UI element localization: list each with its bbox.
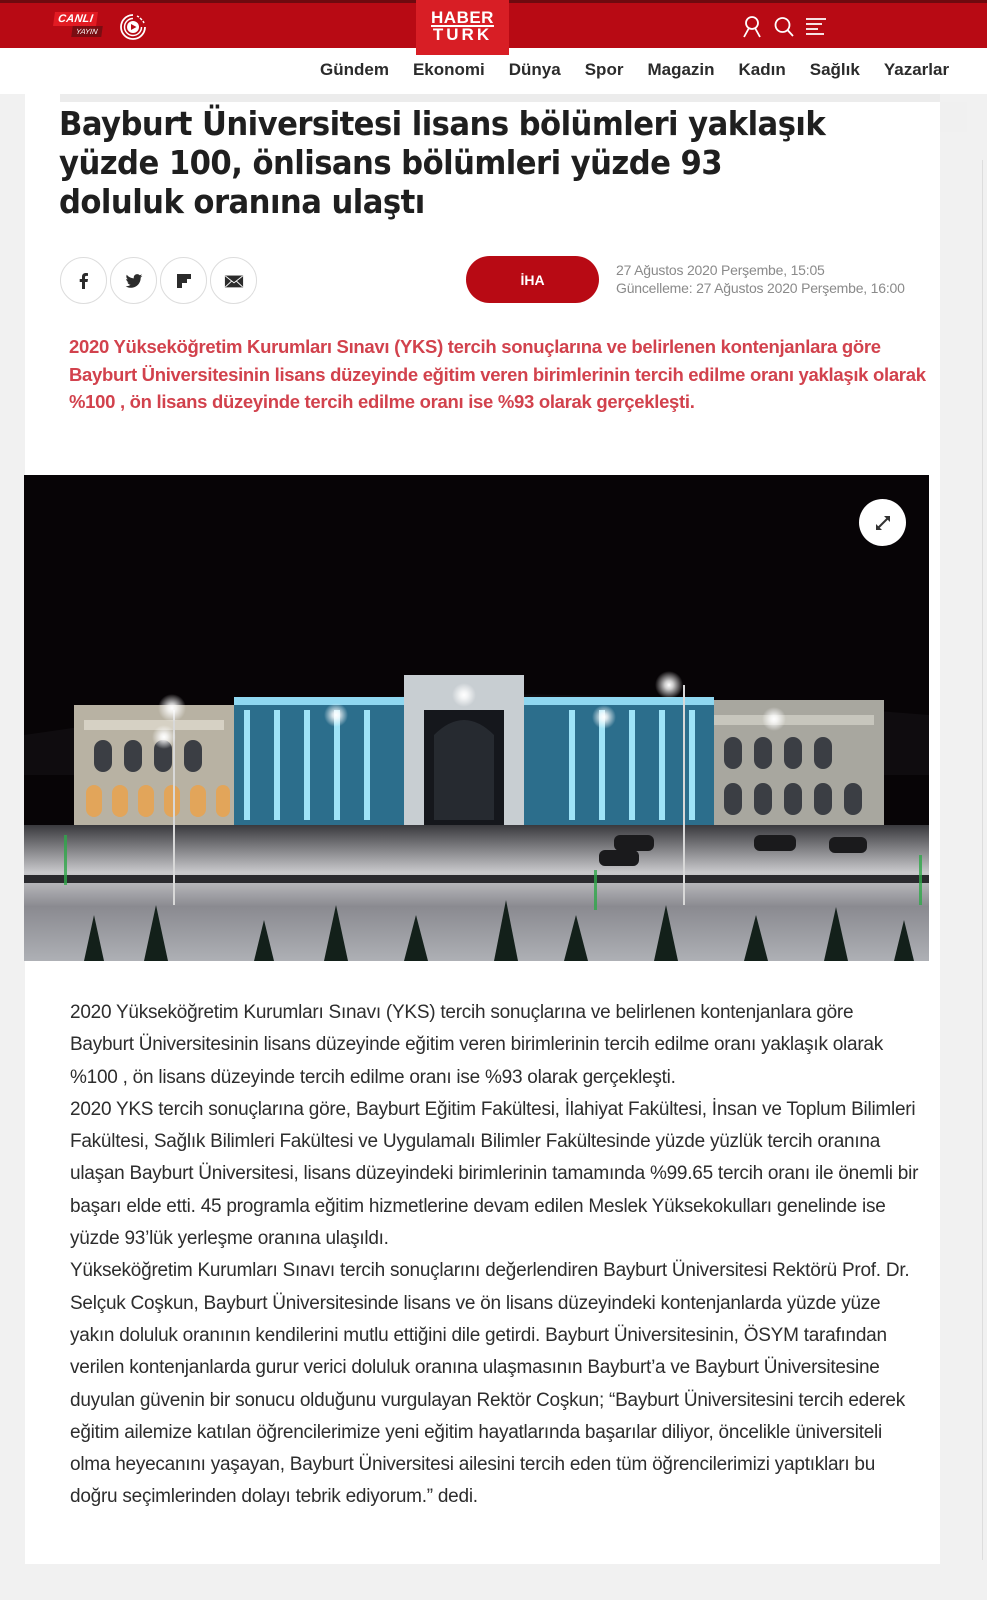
article-image[interactable]	[24, 475, 929, 961]
live-broadcast-link[interactable]	[54, 12, 106, 42]
nav-item-dunya[interactable]: Dünya	[508, 60, 561, 79]
published-date: 27 Ağustos 2020 Perşembe, 15:05	[616, 262, 825, 278]
logo-line-turk: TURK	[432, 25, 493, 44]
share-email-button[interactable]	[210, 257, 257, 304]
twitter-icon	[124, 271, 144, 291]
nav-item-magazin[interactable]: Magazin	[647, 60, 715, 79]
live-play-icon[interactable]	[118, 12, 148, 42]
search-icon[interactable]	[772, 14, 796, 40]
nav-item-ekonomi[interactable]: Ekonomi	[412, 60, 485, 79]
ad-placeholder-strip	[60, 94, 940, 102]
email-icon	[224, 271, 244, 291]
expand-icon	[873, 513, 893, 533]
nav-item-kadin[interactable]: Kadın	[738, 60, 786, 79]
article-body	[70, 997, 920, 1514]
menu-icon[interactable]	[804, 14, 828, 40]
scrollbar-track[interactable]	[982, 160, 983, 1560]
campus-night-photo	[24, 475, 929, 961]
nav-item-yazarlar[interactable]: Yazarlar	[883, 60, 950, 79]
nav-item-saglik[interactable]: Sağlık	[809, 60, 860, 79]
body-paragraph: Yükseköğretim Kurumları Sınavı tercih sonuçlarını değerlendiren Bayburt Üniversitesi Rektörü Prof. Dr. Selçuk Coşkun, Bayburt Üniversitesinde lisans ve ön lisans düzeyindeki kontenjanlarda yüzde yüze yakın doluluk oranının kendilerini mutlu ettiğini dile getirdi. Bayburt Üniversitesinin, ÖSYM tarafından verilen kontenjanlarda gurur verici doluluk oranına ulaşmasının Bayburt’a ve Bayburt Üniversitesine duyulan güvenin bir sonucu olduğunu vurgulayan Rektör Coşkun; “Bayburt Üniversitesini tercih ederek eğitim ailemize katılan öğrencilerimize yeni eğitim hayatlarında başarılar diliyor, öncelikle üniversiteli olma heyecanını yaşayan, Bayburt Üniversitesi ailesini tercih eden tüm öğrencilerimizi yaptıkları bu doğru seçimlerinden dolayı tebrik ediyorum.” dedi.	[70, 1260, 910, 1508]
side-placeholder	[940, 102, 967, 132]
share-facebook-button[interactable]	[60, 257, 107, 304]
body-paragraph: 2020 YKS tercih sonuçlarına göre, Bayburt Eğitim Fakültesi, İlahiyat Fakültesi, İnsan ve Toplum Bilimleri Fakültesi, Sağlık Bilimleri Fakültesi ve Uygulamalı Bilimler Fakültesinde yüzde yüzlük tercih oranına ulaşan Bayburt Üniversitesi, lisans düzeyindeki birimlerinin tamamında %99.65 tercih oranı ile önemli bir başarı elde etti. 45 programla eğitim hizmetlerine devam edilen Meslek Yüksekokulları genelinde ise yüzde 93’lük yerleşme oranına ulaşıldı.	[70, 1098, 919, 1250]
share-buttons	[60, 257, 257, 304]
share-twitter-button[interactable]	[110, 257, 157, 304]
article-dates	[616, 261, 905, 297]
expand-image-button[interactable]	[859, 499, 906, 546]
share-flipboard-button[interactable]	[160, 257, 207, 304]
updated-date: Güncelleme: 27 Ağustos 2020 Perşembe, 16:00	[616, 280, 905, 296]
live-label: CANLI	[53, 12, 98, 26]
article-title: Bayburt Üniversitesi lisans bölümleri yaklaşık yüzde 100, önlisans bölümleri yüzde 93 doluluk oranına ulaştı	[59, 104, 826, 221]
haberturk-logo[interactable]	[416, 0, 509, 55]
facebook-icon	[74, 271, 94, 291]
header-actions	[740, 14, 828, 40]
article-spot: 2020 Yükseköğretim Kurumları Sınavı (YKS) tercih sonuçlarına ve belirlenen kontenjanlara göre Bayburt Üniversitesinin lisans düzeyinde eğitim veren birimlerinin tercih edilme oranı yaklaşık olarak %100 , ön lisans düzeyinde tercih edilme oranı ise %93 olarak gerçekleşti.	[69, 336, 926, 412]
body-paragraph: 2020 Yükseköğretim Kurumları Sınavı (YKS) tercih sonuçlarına ve belirlenen kontenjanlara göre Bayburt Üniversitesinin lisans düzeyinde eğitim veren birimlerinin tercih edilme oranı yaklaşık olarak %100 , ön lisans düzeyinde tercih edilme oranı ise %93 olarak gerçekleşti.	[70, 1002, 883, 1088]
page-footer-gap	[0, 1564, 987, 1600]
nav-item-gundem[interactable]: Gündem	[320, 60, 389, 79]
logo-line-haber: HABER	[431, 8, 494, 27]
source-badge[interactable]: İHA	[466, 256, 599, 303]
flipboard-icon	[174, 271, 194, 291]
broadcast-label: YAYIN	[71, 26, 102, 37]
nav-item-spor[interactable]: Spor	[584, 60, 624, 79]
user-icon[interactable]	[740, 14, 764, 40]
